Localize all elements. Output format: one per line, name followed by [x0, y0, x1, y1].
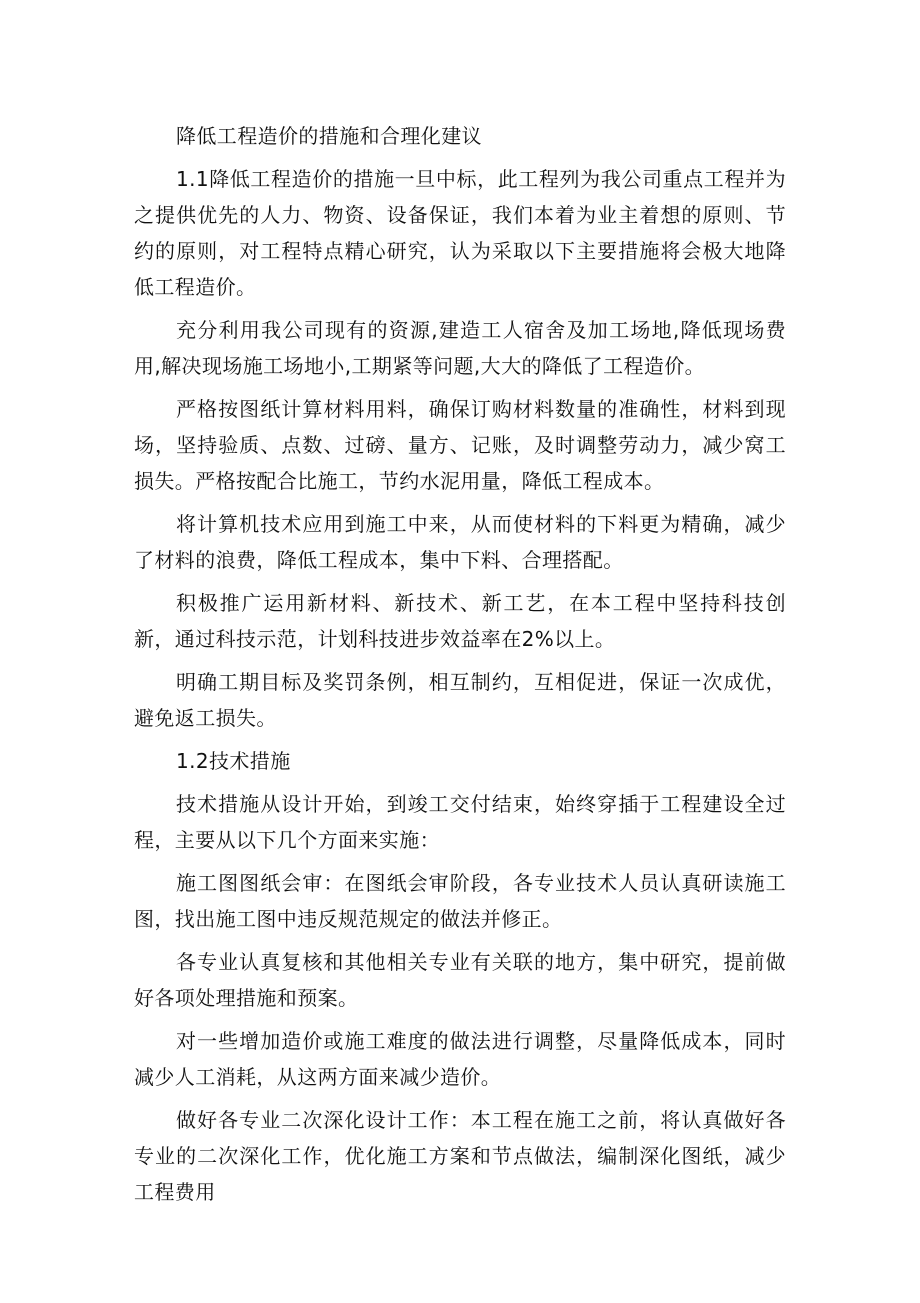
document-body: [134, 118, 786, 1217]
paragraph-deepened-design: 做好各专业二次深化设计工作：本工程在施工之前，将认真做好各专业的二次深化工作，优化施工方案和节点做法，编制深化图纸，减少工程费用: [134, 1108, 786, 1204]
document-title: 降低工程造价的措施和合理化建议: [176, 124, 482, 148]
paragraph-material-calculation: 严格按图纸计算材料用料，确保订购材料数量的准确性，材料到现场，坚持验质、点数、过磅、量方、记账，及时调整劳动力，减少窝工损失。严格按配合比施工，节约水泥用量，降低工程成本。: [134, 397, 786, 493]
paragraph-drawing-review: 施工图图纸会审：在图纸会审阶段，各专业技术人员认真研读施工图，找出施工图中违反规范规定的做法并修正。: [134, 871, 786, 931]
paragraph-cross-discipline-check: 各专业认真复核和其他相关专业有关联的地方，集中研究，提前做好各项处理措施和预案。: [134, 950, 786, 1010]
section-heading-1-2: 1.2技术措施: [176, 749, 291, 773]
paragraph-1-1-cost-reduction: 1.1降低工程造价的措施一旦中标，此工程列为我公司重点工程并为之提供优先的人力、物资、设备保证，我们本着为业主着想的原则、节约的原则，对工程特点精心研究，认为采取以下主要措施将会极大地降低工程造价。: [134, 167, 786, 299]
paragraph-use-resources: 充分利用我公司现有的资源,建造工人宿舍及加工场地,降低现场费用,解决现场施工场地小,工期紧等问题,大大的降低了工程造价。: [134, 318, 786, 378]
paragraph-new-materials: 积极推广运用新材料、新技术、新工艺，在本工程中坚持科技创新，通过科技示范，计划科技进步效益率在2%以上。: [134, 591, 786, 651]
paragraph-technical-measures: 技术措施从设计开始，到竣工交付结束，始终穿插于工程建设全过程，主要从以下几个方面来实施：: [134, 792, 786, 852]
paragraph-computer-technology: 将计算机技术应用到施工中来，从而使材料的下料更为精确，减少了材料的浪费，降低工程成本，集中下料、合理搭配。: [134, 512, 786, 572]
paragraph-adjust-methods: 对一些增加造价或施工难度的做法进行调整，尽量降低成本，同时减少人工消耗，从这两方面来减少造价。: [134, 1029, 786, 1089]
paragraph-schedule-targets: 明确工期目标及奖罚条例，相互制约，互相促进，保证一次成优，避免返工损失。: [134, 670, 786, 730]
